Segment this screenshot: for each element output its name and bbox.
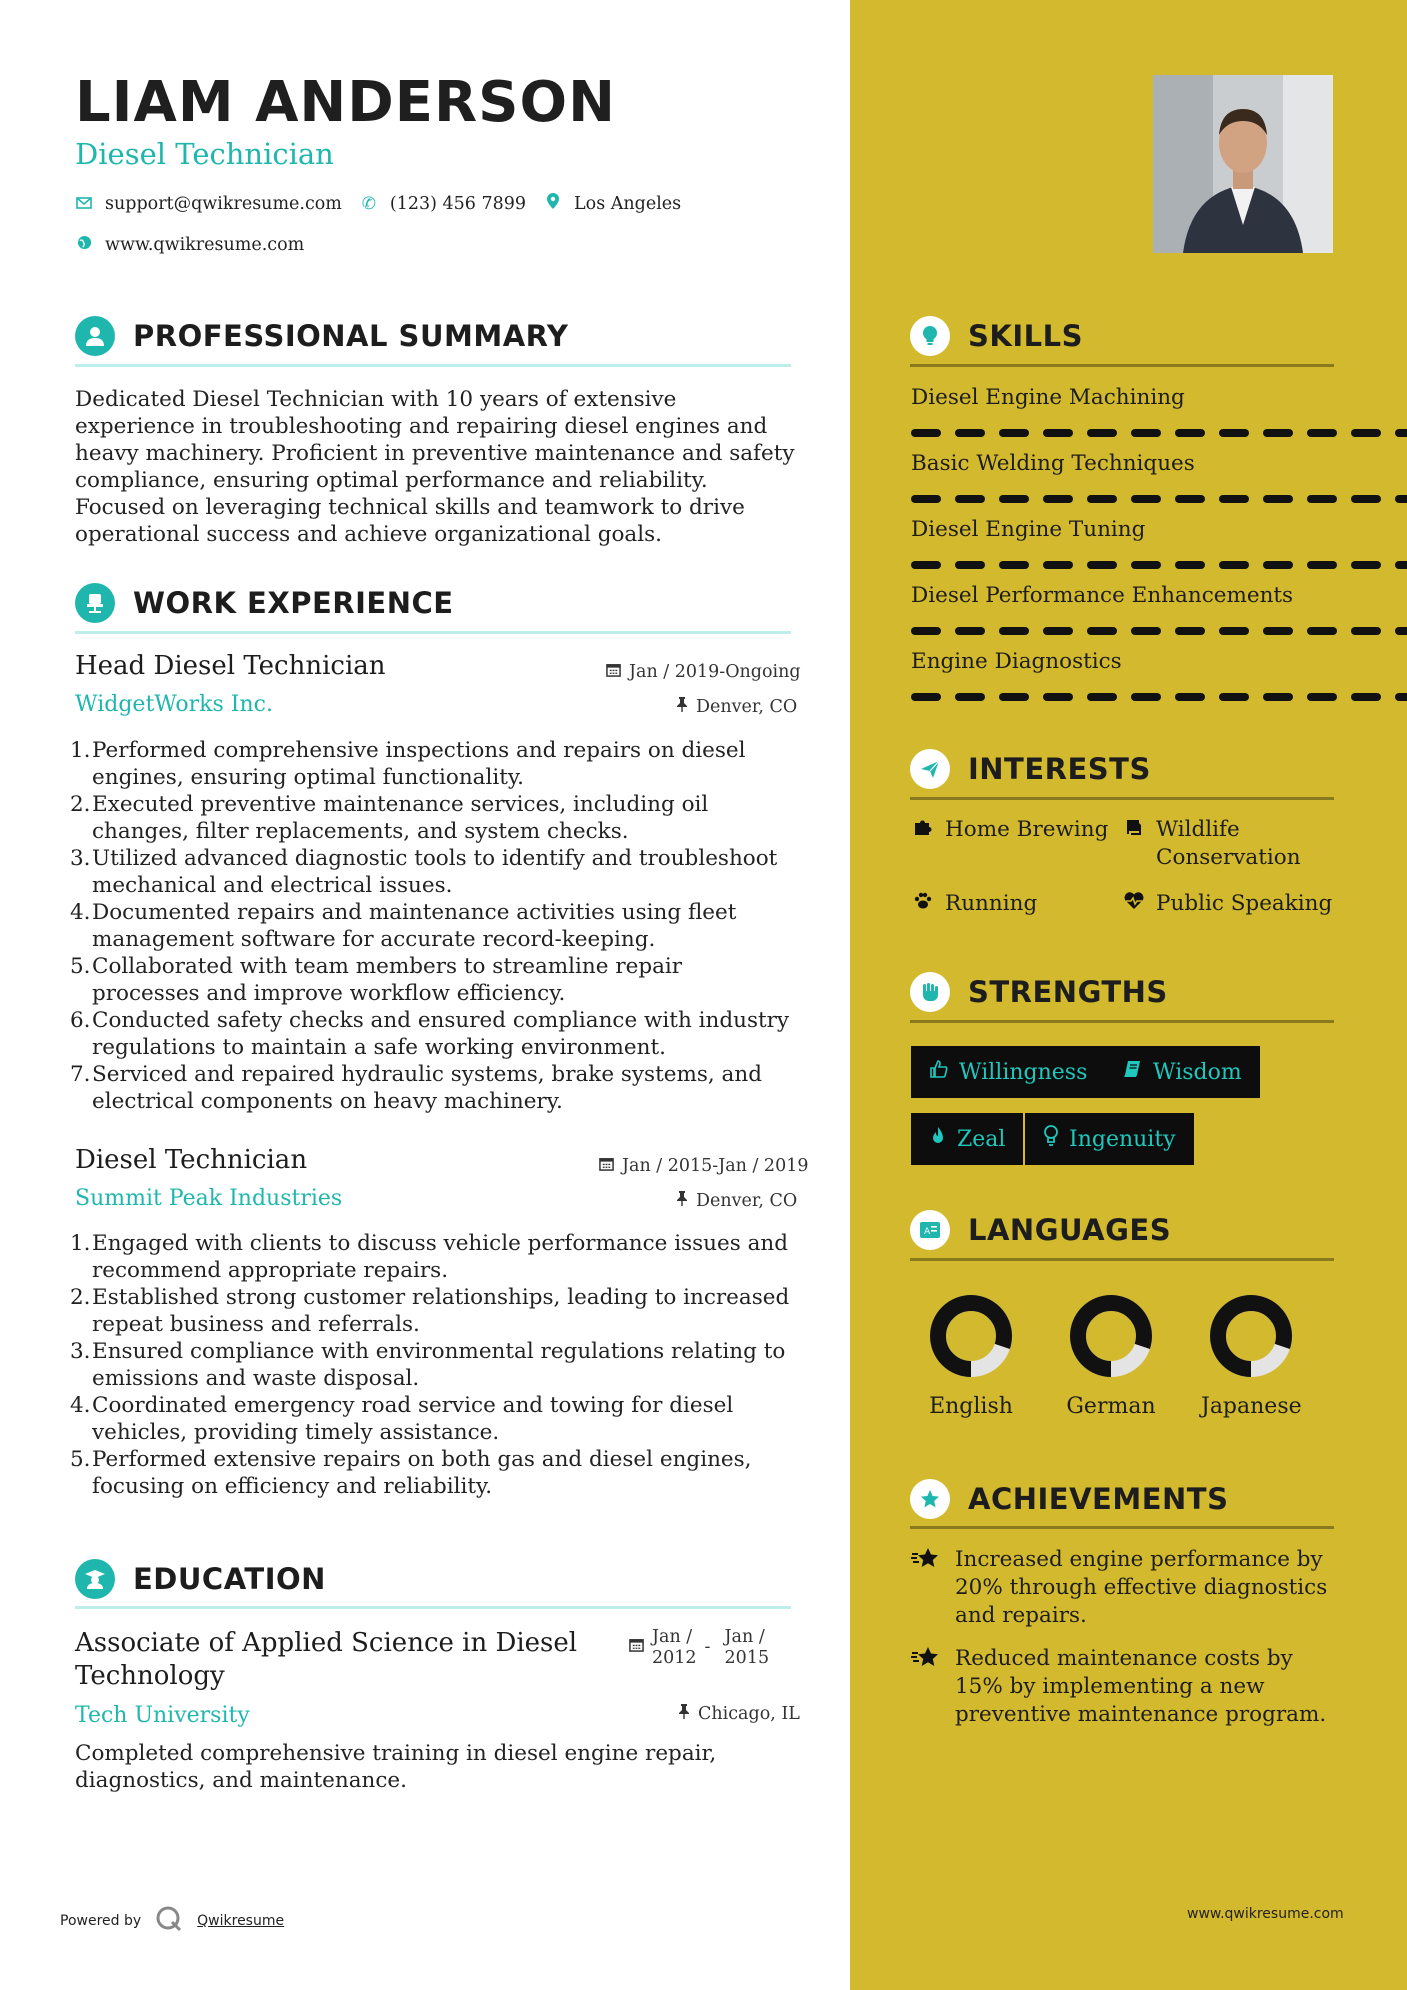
skill-level-segment <box>1131 495 1161 503</box>
puzzle-icon <box>911 816 935 844</box>
strength-badge: Ingenuity <box>1025 1113 1194 1165</box>
skill-level-segment <box>1307 693 1337 701</box>
skill-level-segment <box>1219 561 1249 569</box>
skill-level-segment <box>1043 693 1073 701</box>
job-1-duties <box>70 737 795 1115</box>
education-divider <box>75 1606 791 1609</box>
summary-divider <box>75 364 791 367</box>
skill-level-segment <box>1219 429 1249 437</box>
skill-level-segment <box>1219 627 1249 635</box>
experience-divider <box>75 631 791 634</box>
language-item <box>1201 1294 1301 1419</box>
skill-level-segment <box>999 561 1029 569</box>
languages-divider <box>910 1258 1334 1261</box>
footer-site-link[interactable]: www.qwikresume.com <box>1187 1906 1344 1922</box>
language-proficiency-donut <box>929 1294 1013 1378</box>
skill-level-segment <box>1307 495 1337 503</box>
skills-heading: SKILLS <box>910 316 1083 356</box>
email-link[interactable]: support@qwikresume.com <box>105 193 342 214</box>
skill-level-segment <box>1395 693 1407 701</box>
interest-item: Running <box>911 890 1037 918</box>
skill-level-segment <box>911 429 941 437</box>
skill-label: Diesel Performance Enhancements <box>911 583 1294 608</box>
list-item: 7. Serviced and repaired hydraulic systems, brake systems, and electrical components on heavy machinery. <box>70 1062 762 1114</box>
education-text: Completed comprehensive training in diesel engine repair, diagnostics, and maintenance. <box>75 1741 717 1793</box>
achievement-item: Reduced maintenance costs by 15% by implementing a new preventive maintenance program. <box>911 1645 1341 1729</box>
skill-level-bar <box>911 627 1407 635</box>
lightbulb-icon <box>1043 1125 1059 1153</box>
skill-level-segment <box>1175 495 1205 503</box>
globe-icon <box>75 235 93 255</box>
skill-level-segment <box>1087 495 1117 503</box>
lightbulb-icon <box>910 316 950 356</box>
job-2-company: Summit Peak Industries <box>75 1186 343 1211</box>
skill-level-segment <box>1131 561 1161 569</box>
skill-level-segment <box>1087 693 1117 701</box>
language-label: Japanese <box>1201 1394 1302 1419</box>
list-item: 6. Conducted safety checks and ensured compliance with industry regulations to maintain a safe working environment. <box>70 1008 790 1060</box>
skill-level-segment <box>999 495 1029 503</box>
skill-level-segment <box>1307 627 1337 635</box>
fire-icon <box>929 1126 947 1152</box>
achievements-divider <box>910 1526 1334 1529</box>
skill-level-segment <box>1043 495 1073 503</box>
office-chair-icon <box>75 583 115 623</box>
skill-level-segment <box>955 561 985 569</box>
job-2-dates: Jan / 2015-Jan / 2019 <box>599 1156 1348 1176</box>
language-item <box>1061 1294 1161 1419</box>
profile-photo <box>1153 75 1333 253</box>
contact-row <box>75 193 681 214</box>
skill-level-segment <box>1175 693 1205 701</box>
qwikresume-link[interactable]: Qwikresume <box>197 1913 285 1929</box>
calendar-icon <box>629 1627 644 1669</box>
list-item: 2. Executed preventive maintenance services, including oil changes, filter replacements, and system checks. <box>70 792 709 844</box>
phone-icon: ✆ <box>361 193 377 214</box>
interest-item: Home Brewing <box>911 816 1108 844</box>
pushpin-icon <box>676 696 688 717</box>
skill-level-segment <box>1043 627 1073 635</box>
strength-badge: Zeal <box>911 1113 1023 1165</box>
skill-level-segment <box>1263 693 1293 701</box>
list-item: 1. Performed comprehensive inspections and repairs on diesel engines, ensuring optimal functionality. <box>70 738 746 790</box>
star-icon <box>911 1546 943 1630</box>
calendar-icon <box>599 1156 614 1176</box>
footer-brand: Powered by Qwikresume <box>60 1905 284 1937</box>
skill-level-segment <box>1263 495 1293 503</box>
job-2-title: Diesel Technician <box>75 1145 308 1175</box>
education-heading: EDUCATION <box>75 1559 326 1599</box>
skill-level-segment <box>911 495 941 503</box>
website-row <box>75 235 304 255</box>
translate-icon <box>910 1210 950 1250</box>
skill-level-segment <box>1087 561 1117 569</box>
skills-divider <box>910 364 1334 367</box>
skill-level-segment <box>1351 561 1381 569</box>
skill-level-segment <box>999 429 1029 437</box>
skill-item <box>911 517 1341 542</box>
education-dates: Jan / 2012 - Jan / 2015 <box>629 1627 769 1669</box>
skill-level-segment <box>999 627 1029 635</box>
job-title: Diesel Technician <box>75 137 334 171</box>
list-item: 2. Established strong customer relationships, leading to increased repeat business and referrals. <box>70 1285 790 1337</box>
language-label: English <box>929 1394 1013 1419</box>
star-icon <box>911 1645 943 1729</box>
strengths-heading: STRENGTHS <box>910 972 1168 1012</box>
list-item: 4. Coordinated emergency road service and towing for diesel vehicles, providing timely assistance. <box>70 1393 734 1445</box>
skill-level-segment <box>1043 561 1073 569</box>
skill-level-segment <box>1263 627 1293 635</box>
heartbeat-icon <box>1122 890 1146 918</box>
skill-level-segment <box>1395 429 1407 437</box>
skill-level-segment <box>1087 627 1117 635</box>
skill-level-segment <box>1351 429 1381 437</box>
calendar-icon <box>606 662 621 682</box>
user-icon <box>75 316 115 356</box>
fist-icon <box>910 972 950 1012</box>
skill-level-segment <box>1351 495 1381 503</box>
skill-item <box>911 385 1341 410</box>
star-icon <box>910 1479 950 1519</box>
job-1-title: Head Diesel Technician <box>75 651 386 681</box>
skill-level-segment <box>1087 429 1117 437</box>
phone-text: (123) 456 7899 <box>389 193 527 214</box>
job-1-location: Denver, CO <box>676 696 1348 717</box>
candidate-name: LIAM ANDERSON <box>75 70 616 135</box>
book-icon <box>1123 1059 1143 1085</box>
summary-heading: PROFESSIONAL SUMMARY <box>75 316 568 356</box>
skill-level-segment <box>1131 693 1161 701</box>
skill-label: Engine Diagnostics <box>911 649 1122 674</box>
skill-level-segment <box>1219 495 1249 503</box>
job-2-location: Denver, CO <box>676 1190 1348 1211</box>
pushpin-icon <box>676 1190 688 1211</box>
envelope-icon <box>75 194 93 214</box>
skill-level-segment <box>1395 495 1407 503</box>
language-proficiency-donut <box>1069 1294 1153 1378</box>
language-label: German <box>1066 1394 1156 1419</box>
skill-level-segment <box>1307 561 1337 569</box>
list-item: 1. Engaged with clients to discuss vehicle performance issues and recommend appropriate repairs. <box>70 1231 789 1283</box>
skill-level-segment <box>955 627 985 635</box>
achievement-item: Increased engine performance by 20% through effective diagnostics and repairs. <box>911 1546 1341 1630</box>
skill-level-segment <box>1131 627 1161 635</box>
skill-level-segment <box>1351 627 1381 635</box>
degree-title: Associate of Applied Science in Diesel Technology <box>75 1628 578 1691</box>
skill-level-segment <box>955 693 985 701</box>
achievements-heading: ACHIEVEMENTS <box>910 1479 1228 1519</box>
list-item: 3. Utilized advanced diagnostic tools to identify and troubleshoot mechanical and electrical issues. <box>70 846 778 898</box>
language-item <box>921 1294 1021 1419</box>
skill-item <box>911 583 1341 608</box>
skill-level-segment <box>1131 429 1161 437</box>
paw-icon <box>911 890 935 918</box>
graduate-icon <box>75 1559 115 1599</box>
skill-level-segment <box>1175 429 1205 437</box>
book-icon <box>1122 816 1146 872</box>
thumbs-up-icon <box>929 1059 949 1085</box>
strengths-divider <box>910 1020 1334 1023</box>
job-1-dates: Jan / 2019-Ongoing <box>606 662 801 682</box>
language-proficiency-donut <box>1209 1294 1293 1378</box>
skill-level-segment <box>1175 627 1205 635</box>
strength-badge: Wisdom <box>1105 1046 1260 1098</box>
skill-label: Diesel Engine Tuning <box>911 517 1146 542</box>
location-text: Los Angeles <box>574 193 682 214</box>
website-link[interactable]: www.qwikresume.com <box>105 235 305 255</box>
summary-text: Dedicated Diesel Technician with 10 years of extensive experience in troubleshooting and repairing diesel engines and heavy machinery. Proficient in preventive maintenance and safety compliance, ensuring optimal performance and reliability. Focused on leveraging technical skills and teamwork to drive operational success and achieve organizational goals. <box>75 387 795 547</box>
skill-label: Basic Welding Techniques <box>911 451 1195 476</box>
education-location: Chicago, IL <box>678 1703 1348 1724</box>
list-item: 4. Documented repairs and maintenance activities using fleet management software for accurate record-keeping. <box>70 900 737 952</box>
skill-level-segment <box>955 495 985 503</box>
job-2-duties <box>70 1230 795 1500</box>
skill-level-segment <box>911 693 941 701</box>
skill-item <box>911 649 1341 674</box>
qwikresume-logo-icon <box>155 1905 183 1937</box>
paper-plane-icon <box>910 749 950 789</box>
experience-heading: WORK EXPERIENCE <box>75 583 454 623</box>
skill-level-segment <box>1263 561 1293 569</box>
skill-level-segment <box>955 429 985 437</box>
skill-level-bar <box>911 561 1407 569</box>
school-name: Tech University <box>75 1703 250 1728</box>
interests-divider <box>910 797 1334 800</box>
list-item: 5. Performed extensive repairs on both gas and diesel engines, focusing on efficiency and reliability. <box>70 1447 752 1499</box>
skill-level-segment <box>1395 561 1407 569</box>
job-1-company: WidgetWorks Inc. <box>75 692 273 717</box>
strength-badge: Willingness <box>911 1046 1105 1098</box>
list-item: 5. Collaborated with team members to streamline repair processes and improve workflow efficiency. <box>70 954 683 1006</box>
skill-level-segment <box>1395 627 1407 635</box>
list-item: 3. Ensured compliance with environmental regulations relating to emissions and waste disposal. <box>70 1339 786 1391</box>
skill-level-bar <box>911 693 1407 701</box>
skill-level-segment <box>1307 429 1337 437</box>
skill-level-bar <box>911 429 1407 437</box>
interest-item: Wildlife Conservation <box>1122 816 1301 872</box>
skill-item <box>911 451 1341 476</box>
skill-level-segment <box>911 627 941 635</box>
languages-heading: A LANGUAGES <box>910 1210 1171 1250</box>
interest-item: Public Speaking <box>1122 890 1332 918</box>
skill-level-segment <box>1219 693 1249 701</box>
pushpin-icon <box>678 1703 690 1724</box>
skill-level-bar <box>911 495 1407 503</box>
location-pin-icon <box>544 193 562 214</box>
skill-level-segment <box>1043 429 1073 437</box>
skill-level-segment <box>999 693 1029 701</box>
skill-label: Diesel Engine Machining <box>911 385 1185 410</box>
svg-text:A: A <box>924 1227 931 1237</box>
interests-heading: INTERESTS <box>910 749 1151 789</box>
skill-level-segment <box>1175 561 1205 569</box>
skill-level-segment <box>1351 693 1381 701</box>
skill-level-segment <box>911 561 941 569</box>
skill-level-segment <box>1263 429 1293 437</box>
